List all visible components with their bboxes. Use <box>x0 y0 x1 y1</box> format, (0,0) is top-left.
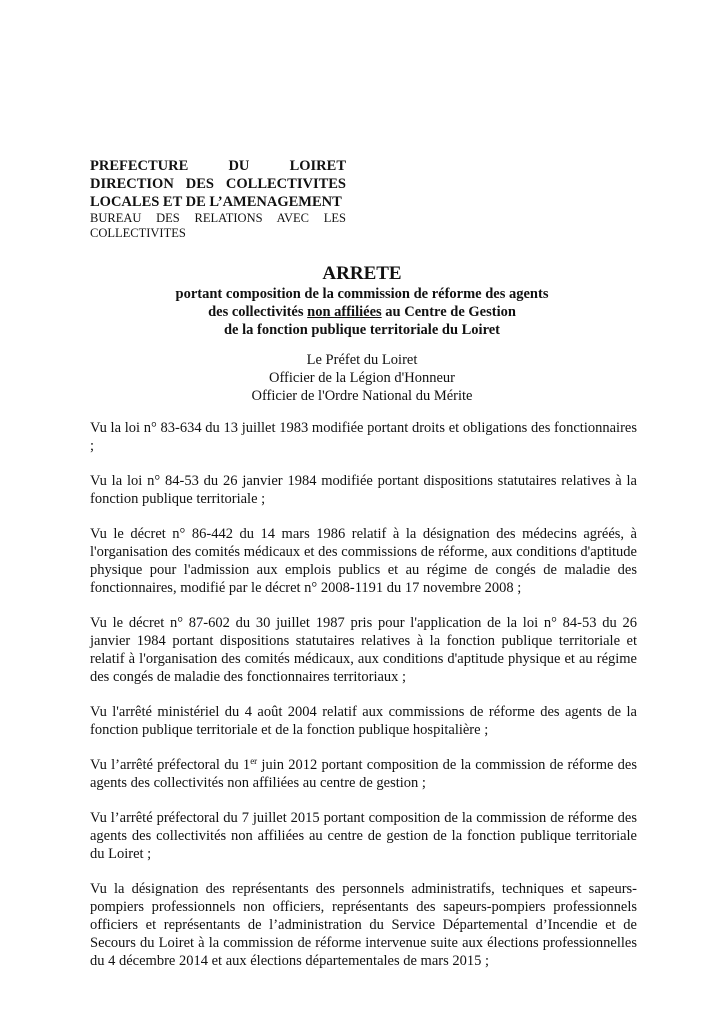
recital-paragraph <box>90 756 637 792</box>
subtitle-line-1: portant composition de la commission de réforme des agents <box>175 286 549 302</box>
recital-paragraph: Vu la désignation des représentants des personnels administratifs, techniques et sapeurs-pompiers professionnels non officiers, représentants des sapeurs-pompiers professionnels officiers et représentants de l’administration du Service Départemental d’Incendie et de Secours du Loiret à la commission de réforme intervenue suite aux élections professionnelles du 4 décembre 2014 et aux élections départementales de mars 2015 ; <box>90 881 637 969</box>
recital-text-end: juin 2012 portant composition de la commission de réforme des agents des collectivités non affiliées au centre de gestion ; <box>90 757 637 791</box>
prefect-name: Le Préfet du Loiret <box>306 352 418 368</box>
subtitle-underlined-text: non affiliées <box>307 304 382 320</box>
bureau-name: BUREAU DES RELATIONS AVEC LES <box>90 211 346 225</box>
recital-paragraph: Vu la loi n° 84-53 du 26 janvier 1984 modifiée portant dispositions statutaires relatives à la fonction publique territoriale ; <box>90 473 637 507</box>
recital-text-start: Vu l’arrêté préfectoral du 1 <box>90 757 251 773</box>
prefect-titles-block <box>0 351 724 405</box>
recitals-body <box>90 419 637 987</box>
recital-paragraph: Vu le décret n° 86-442 du 14 mars 1986 relatif à la désignation des médecins agréés, à l'organisation des comités médicaux et des commissions de réforme, aux conditions d'aptitude physique pour l'admission aux emplois publics et au régime de congés de maladie des fonctionnaires, modifié par le décret n° 2008-1191 du 17 novembre 2008 ; <box>90 526 637 596</box>
direction-name: DIRECTION DES COLLECTIVITES <box>90 176 346 192</box>
recital-paragraph: Vu l'arrêté ministériel du 4 août 2004 relatif aux commissions de réforme des agents de la fonction publique territoriale et de la fonction publique hospitalière ; <box>90 704 637 738</box>
issuing-authority-block <box>90 157 346 241</box>
subtitle-line-2 <box>0 303 724 321</box>
document-title: ARRETE <box>322 263 402 284</box>
recital-paragraph: Vu la loi n° 83-634 du 13 juillet 1983 modifiée portant droits et obligations des fonctionnaires ; <box>90 420 637 454</box>
recital-paragraph: Vu l’arrêté préfectoral du 7 juillet 2015 portant composition de la commission de réforme des agents des collectivités non affiliées au centre de gestion de la fonction publique territoriale du Loiret ; <box>90 810 637 862</box>
direction-name-continued: LOCALES ET DE L’AMENAGEMENT <box>90 194 342 210</box>
recital-paragraph: Vu le décret n° 87-602 du 30 juillet 1987 pris pour l'application de la loi n° 84-53 du 26 janvier 1984 portant dispositions statutaires relatives à la fonction publique territoriale et relatif à l'organisation des comités médicaux, aux conditions d'aptitude physique et au régime des congés de maladie des fonctionnaires territoriaux ; <box>90 615 637 685</box>
bureau-name-continued: COLLECTIVITES <box>90 226 186 240</box>
subtitle-line-2-end: au Centre de Gestion <box>381 304 516 320</box>
ordinal-superscript: er <box>250 756 258 766</box>
prefect-honor-2: Officier de l'Ordre National du Mérite <box>251 388 473 404</box>
prefecture-name: PREFECTURE DU LOIRET <box>90 158 346 174</box>
decree-title-block <box>0 263 724 339</box>
subtitle-line-2-start: des collectivités <box>208 304 308 320</box>
subtitle-line-3: de la fonction publique territoriale du Loiret <box>223 322 501 338</box>
prefect-honor-1: Officier de la Légion d'Honneur <box>269 370 455 386</box>
